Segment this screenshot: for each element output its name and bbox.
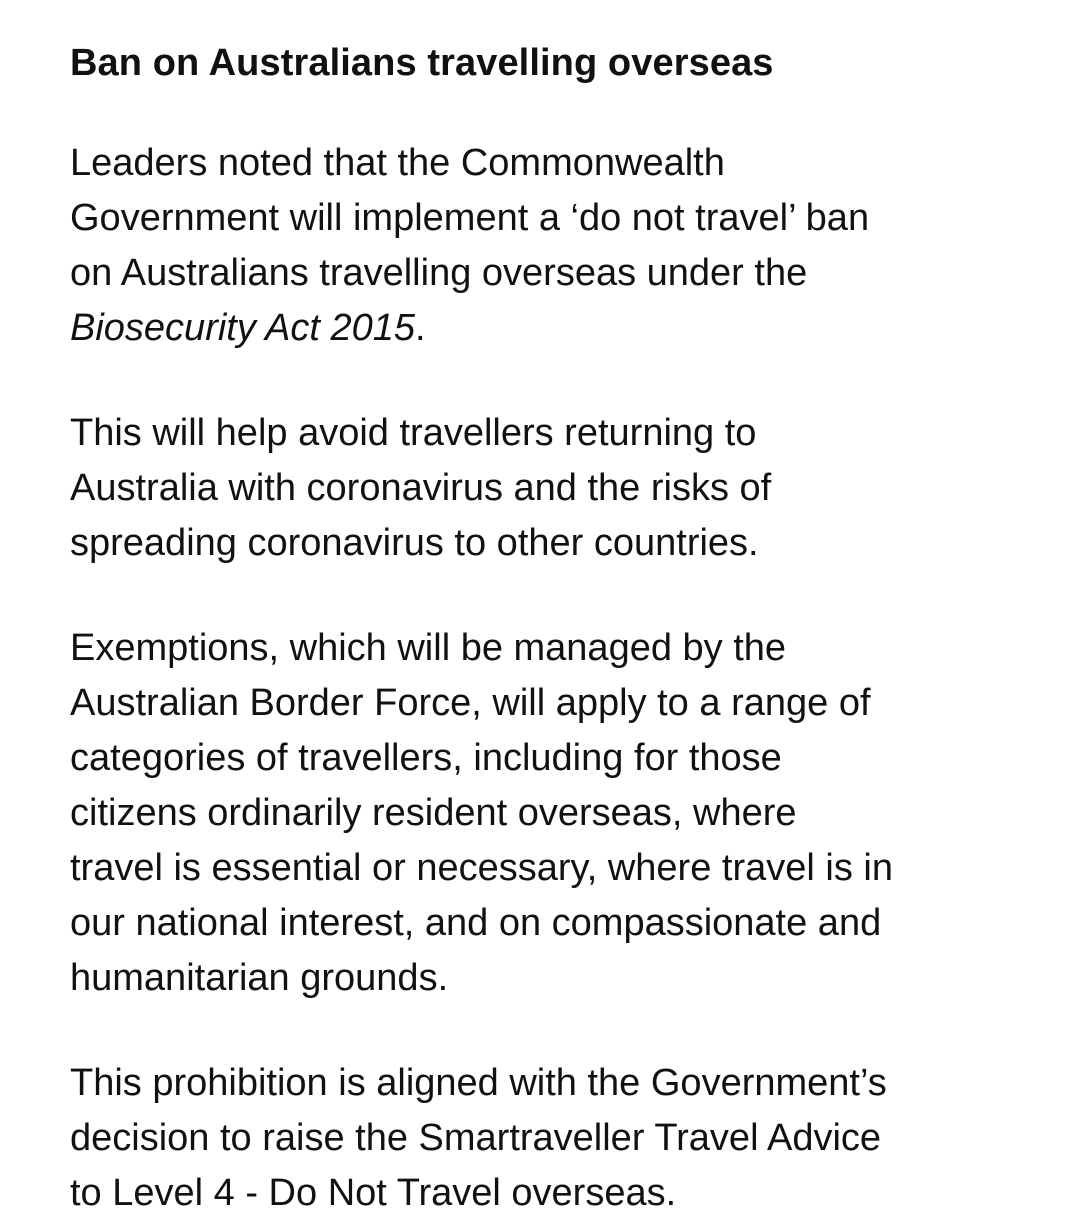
text-line: on Australians travelling overseas under the [70,252,808,294]
text-line: Australian Border Force, will apply to a range of [70,682,871,724]
text-line: decision to raise the Smartraveller Travel Advice [70,1117,882,1159]
paragraph-exemptions [70,621,1020,1006]
text-line: categories of travellers, including for those [70,737,782,779]
act-name: Biosecurity Act 2015 [70,307,415,349]
text-line: Government will implement a ‘do not travel’ ban [70,197,870,239]
text-line: citizens ordinarily resident overseas, where [70,792,797,834]
text-line: travel is essential or necessary, where travel is in [70,847,893,889]
paragraph-purpose [70,406,1020,571]
paragraph-travel-ban [70,136,1020,356]
document-heading: Ban on Australians travelling overseas [70,42,774,84]
text-line: humanitarian grounds. [70,957,449,999]
text-line: This will help avoid travellers returning to [70,412,757,454]
sentence-end: . [415,307,426,349]
text-line: to Level 4 - Do Not Travel overseas. [70,1172,677,1214]
text-line: spreading coronavirus to other countries. [70,522,759,564]
text-line [70,301,1020,356]
paragraph-prohibition [70,1056,1020,1221]
text-line: Exemptions, which will be managed by the [70,627,787,669]
text-line: our national interest, and on compassionate and [70,902,882,944]
text-line: Leaders noted that the Commonwealth [70,142,725,184]
text-line: This prohibition is aligned with the Government’s [70,1062,887,1104]
text-line: Australia with coronavirus and the risks of [70,467,772,509]
